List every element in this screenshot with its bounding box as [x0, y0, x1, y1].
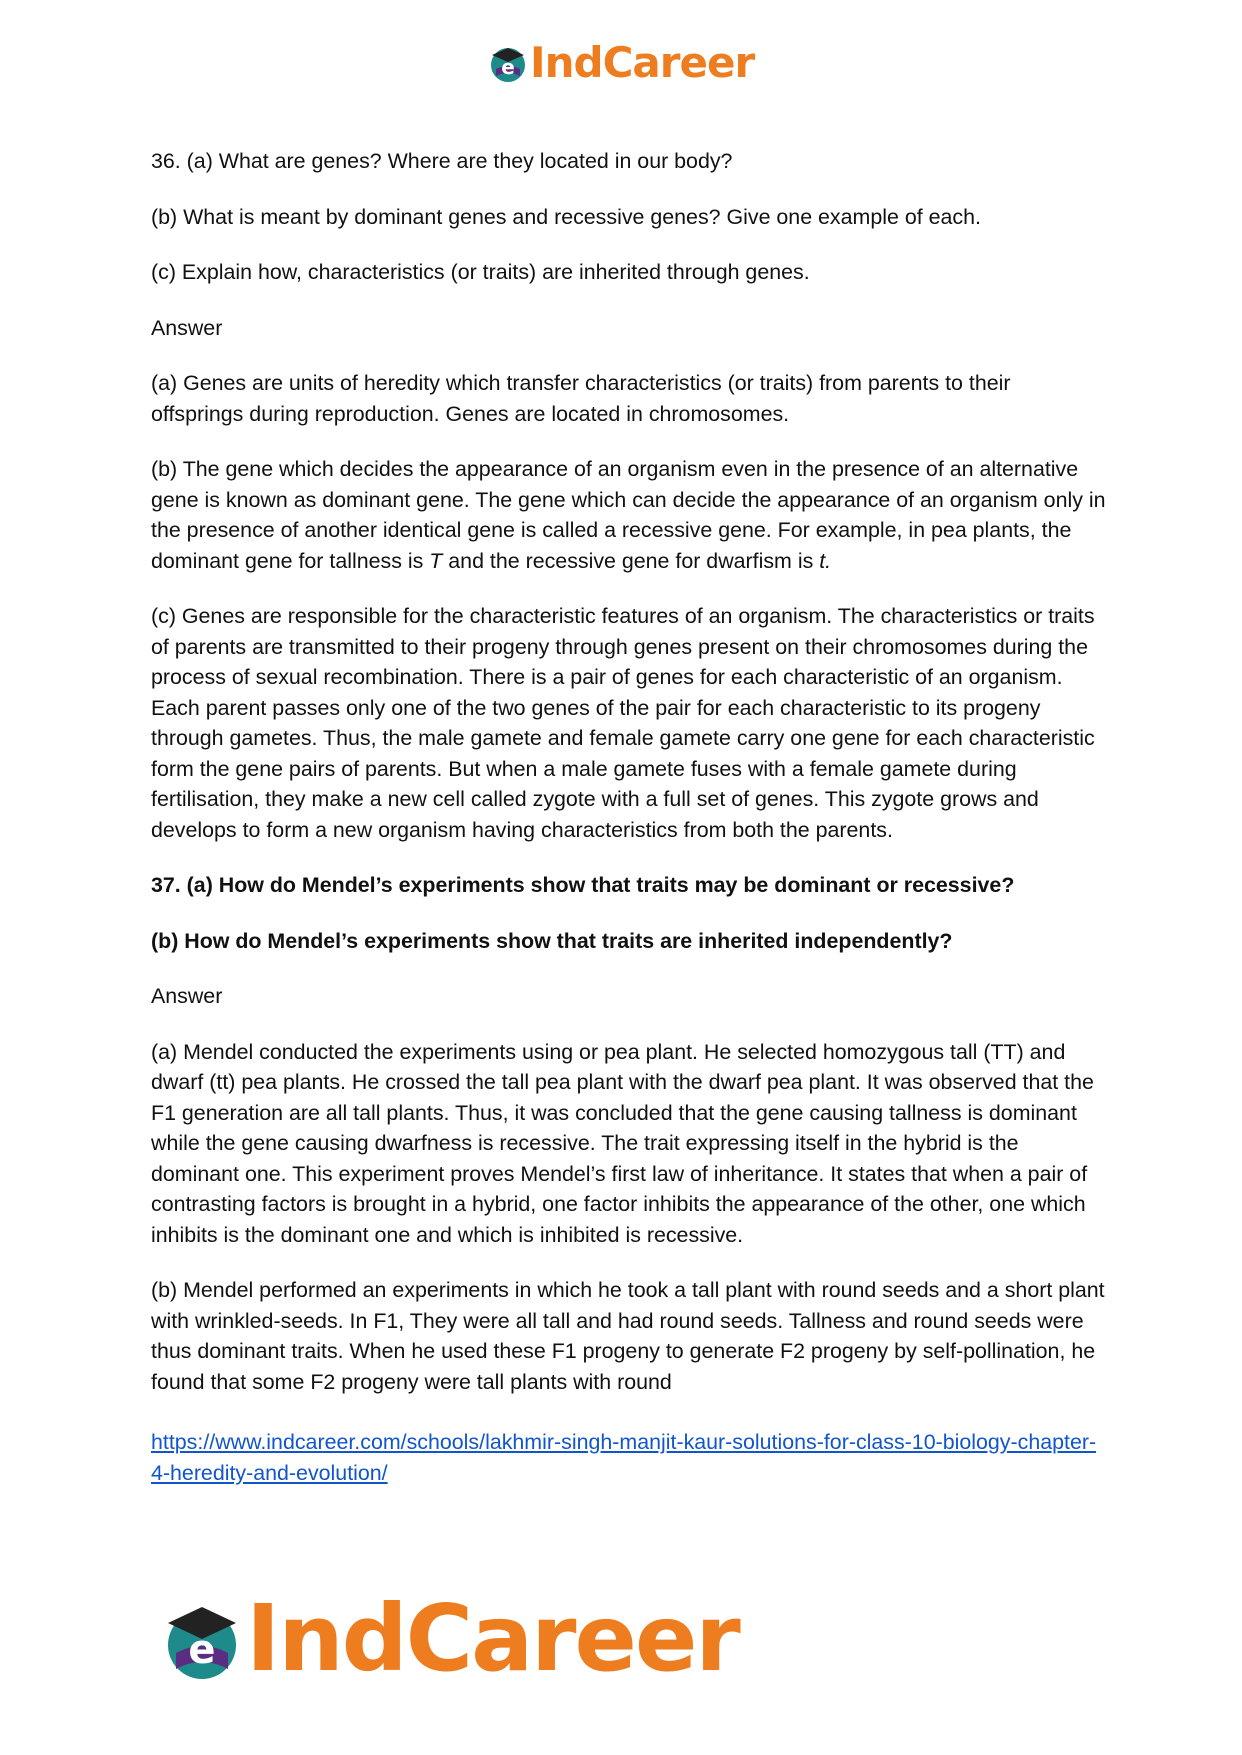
answer-36a: (a) Genes are units of heredity which transfer characteristics (or traits) from parents to their offsprings during reproduction. Genes are located in chromosomes. — [151, 371, 1011, 426]
answer-37b: (b) Mendel performed an experiments in which he took a tall plant with round seeds and a short plant with wrinkled-seeds. In F1, They were all tall and had round seeds. Tallness and round seeds were thus dominant traits. When he used these F1 progeny to generate F2 progeny by self-pollination, he found that some F2 progeny were tall plants with round — [151, 1278, 1105, 1394]
question-36a: 36. (a) What are genes? Where are they located in our body? — [151, 149, 733, 173]
answer-36b-part1: (b) The gene which decides the appearance of an organism even in the presence of an alternative gene is known as dominant gene. The gene which can decide the appearance of an organism only in the presence of another identical gene is called a recessive gene. For example, in pea plants, the dominant gene for tallness is — [151, 457, 1106, 573]
logo-text: IndCareer — [530, 38, 755, 87]
question-37a: 37. (a) How do Mendel’s experiments show that traits may be dominant or recessive? — [151, 873, 1015, 897]
svg-text:e: e — [501, 54, 515, 79]
footer-logo — [162, 1585, 739, 1692]
question-36c: (c) Explain how, characteristics (or traits) are inherited through genes. — [151, 260, 810, 284]
answer-36b-part2: and the recessive gene for dwarfism is — [442, 548, 820, 573]
graduation-book-icon — [162, 1597, 242, 1681]
footer-link[interactable]: https://www.indcareer.com/schools/lakhmir-singh-manjit-kaur-solutions-for-class-10-biology-chapter-4-heredity-and-evolution/ — [151, 1430, 1097, 1485]
footer-link-paragraph — [151, 1427, 1106, 1488]
graduation-book-icon — [488, 43, 528, 83]
symbol-t: t. — [819, 548, 832, 573]
symbol-T: T — [429, 548, 443, 573]
answer-label: Answer — [151, 315, 223, 340]
svg-text:e: e — [188, 1626, 216, 1673]
answer-36b — [151, 454, 1106, 576]
question-37b: (b) How do Mendel’s experiments show that traits are inherited independently? — [151, 928, 953, 953]
logo-text: IndCareer — [246, 1585, 739, 1692]
question-36b: (b) What is meant by dominant genes and recessive genes? Give one example of each. — [151, 204, 981, 229]
answer-label: Answer — [151, 984, 223, 1008]
answer-36c: (c) Genes are responsible for the characteristic features of an organism. The characteristics or traits of parents are transmitted to their progeny through genes present on their chromosomes during the process of sexual recombination. There is a pair of genes for each characteristic of an organism. Each parent passes only one of the two genes of the pair for each characteristic to its progeny through gametes. Thus, the male gamete and female gamete carry one gene for each characteristic form the gene pairs of parents. But when a male gamete fuses with a female gamete during fertilisation, they make a new cell called zygote with a full set of genes. This zygote grows and develops to form a new organism having characteristics from both the parents. — [151, 604, 1095, 842]
header-logo — [488, 38, 754, 87]
document-body — [151, 146, 1106, 1513]
answer-37a: (a) Mendel conducted the experiments using or pea plant. He selected homozygous tall (TT) and dwarf (tt) pea plants. He crossed the tall pea plant with the dwarf pea plant. It was observed that the F1 generation are all tall plants. Thus, it was concluded that the gene causing tallness is dominant while the gene causing dwarfness is recessive. The trait expressing itself in the hybrid is the dominant one. This experiment proves Mendel’s first law of inheritance. It states that when a pair of contrasting factors is brought in a hybrid, one factor inhibits the appearance of the other, one which inhibits is the dominant one and which is inhibited is recessive. — [151, 1039, 1094, 1247]
